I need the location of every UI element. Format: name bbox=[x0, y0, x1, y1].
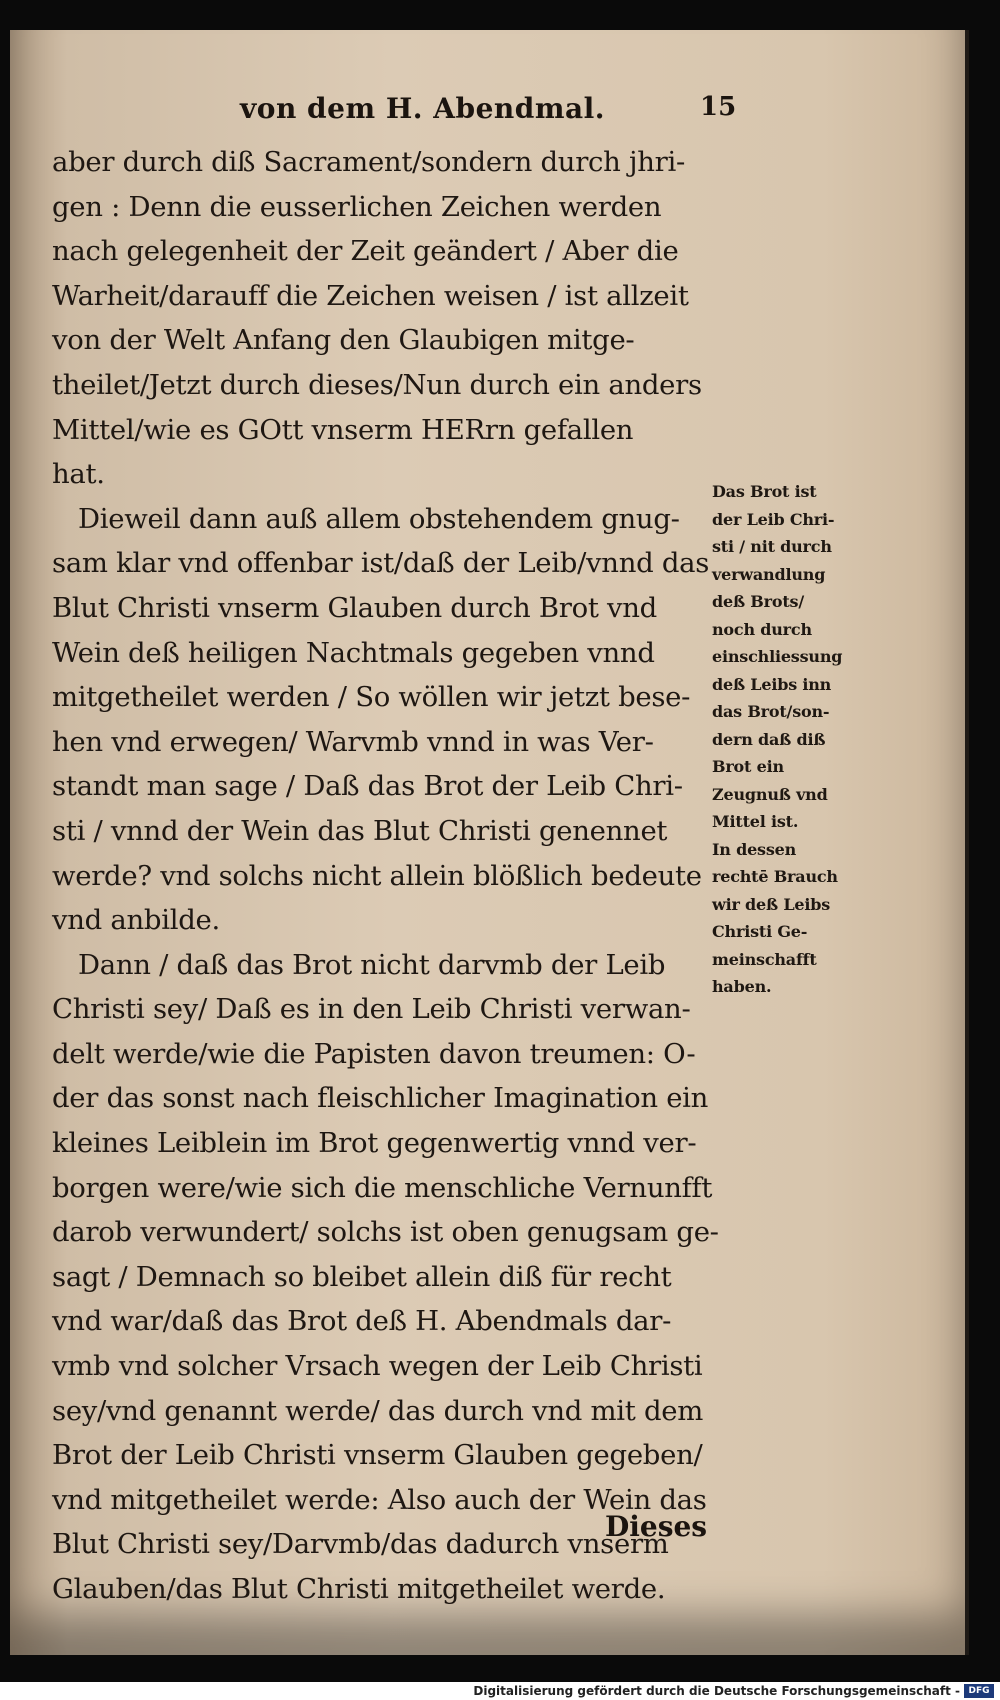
funding-credit: Digitalisierung gefördert durch die Deutsche Forschungsgemeinschaft - bbox=[473, 1684, 960, 1698]
digitization-footer bbox=[0, 1682, 1000, 1700]
text-line: Christi sey/ Daß es in den Leib Christi verwan- bbox=[52, 993, 691, 1026]
margin-note-line: Brot ein bbox=[712, 757, 784, 776]
text-line: vnd war/daß das Brot deß H. Abendmals dar- bbox=[52, 1305, 672, 1338]
margin-note-line: einschliessung bbox=[712, 647, 843, 666]
margin-note bbox=[712, 478, 872, 1001]
margin-note-line: rechtē Brauch bbox=[712, 867, 838, 886]
margin-note-line: deß Brots/ bbox=[712, 592, 804, 611]
margin-note-line: Christi Ge- bbox=[712, 922, 808, 941]
text-line: sey/vnd genannt werde/ das durch vnd mit dem bbox=[52, 1394, 704, 1427]
text-line: von der Welt Anfang den Glaubigen mitge- bbox=[52, 324, 635, 357]
running-title: von dem H. Abendmal. bbox=[240, 92, 605, 125]
book-page bbox=[10, 30, 969, 1655]
text-line: der das sonst nach fleischlicher Imagination ein bbox=[52, 1082, 709, 1115]
text-line: Glauben/das Blut Christi mitgetheilet werde. bbox=[52, 1573, 666, 1605]
text-line: vnd mitgetheilet werde: Also auch der Wein das bbox=[52, 1483, 707, 1516]
margin-note-line: Das Brot ist bbox=[712, 482, 817, 501]
text-line: nach gelegenheit der Zeit geändert / Aber die bbox=[52, 235, 679, 268]
text-line: delt werde/wie die Papisten davon treumen: O- bbox=[52, 1037, 696, 1070]
margin-note-line: Mittel ist. bbox=[712, 812, 799, 831]
text-line: theilet/Jetzt durch dieses/Nun durch ein anders bbox=[52, 368, 702, 401]
text-line: vnd anbilde. bbox=[52, 904, 220, 937]
text-line: Brot der Leib Christi vnserm Glauben gegeben/ bbox=[52, 1439, 703, 1472]
text-line: borgen were/wie sich die menschliche Vernunfft bbox=[52, 1171, 713, 1204]
margin-note-line: sti / nit durch bbox=[712, 537, 832, 556]
dfg-logo: DFG bbox=[964, 1684, 994, 1698]
margin-note-line: dern daß diß bbox=[712, 729, 826, 749]
margin-note-line: das Brot/son- bbox=[712, 702, 830, 721]
text-line: standt man sage / Daß das Brot der Leib Chri- bbox=[52, 770, 683, 803]
text-line: vmb vnd solcher Vrsach wegen der Leib Christi bbox=[52, 1350, 703, 1383]
text-line: Blut Christi sey/Darvmb/das dadurch vnserm bbox=[52, 1528, 669, 1561]
text-line: aber durch diß Sacrament/sondern durch jhri- bbox=[52, 146, 685, 178]
text-line: kleines Leiblein im Brot gegenwertig vnnd ver- bbox=[52, 1127, 697, 1160]
text-line: sam klar vnd offenbar ist/daß der Leib/vnnd das bbox=[52, 547, 710, 580]
text-line: Warheit/darauff die Zeichen weisen / ist allzeit bbox=[52, 279, 689, 312]
margin-note-line: Zeugnuß vnd bbox=[712, 784, 828, 804]
margin-note-line: meinschafft bbox=[712, 949, 817, 969]
margin-note-line: noch durch bbox=[712, 619, 812, 639]
text-line: darob verwundert/ solchs ist oben genugsam ge- bbox=[52, 1216, 719, 1249]
text-line: sagt / Demnach so bleibet allein diß für recht bbox=[52, 1260, 672, 1293]
page-header bbox=[10, 92, 770, 132]
text-line: hen vnd erwegen/ Warvmb vnnd in was Ver- bbox=[52, 725, 654, 758]
text-line: werde? vnd solchs nicht allein blößlich bedeute bbox=[52, 859, 702, 892]
text-line: Dann / daß das Brot nicht darvmb der Leib bbox=[78, 948, 666, 981]
main-text-block bbox=[52, 140, 732, 1612]
margin-note-line: der Leib Chri- bbox=[712, 509, 835, 529]
text-line: gen : Denn die eusserlichen Zeichen werden bbox=[52, 190, 662, 223]
text-line: mitgetheilet werden / So wöllen wir jetzt bese- bbox=[52, 681, 691, 714]
page-number: 15 bbox=[700, 92, 737, 122]
text-line: Wein deß heiligen Nachtmals gegeben vnnd bbox=[52, 636, 655, 669]
catchword: Dieses bbox=[605, 1510, 708, 1543]
text-line: Mittel/wie es GOtt vnserm HERrn gefallen bbox=[52, 413, 634, 446]
margin-note-line: wir deß Leibs bbox=[712, 894, 831, 914]
text-line: sti / vnnd der Wein das Blut Christi genennet bbox=[52, 814, 668, 847]
margin-note-line: verwandlung bbox=[712, 564, 826, 584]
margin-note-line: deß Leibs inn bbox=[712, 674, 832, 694]
margin-note-line: haben. bbox=[712, 977, 772, 996]
text-line: Dieweil dann auß allem obstehendem gnug- bbox=[78, 502, 680, 535]
margin-note-line: In dessen bbox=[712, 839, 797, 859]
text-line: Blut Christi vnserm Glauben durch Brot vnd bbox=[52, 591, 657, 624]
text-line: hat. bbox=[52, 458, 105, 491]
